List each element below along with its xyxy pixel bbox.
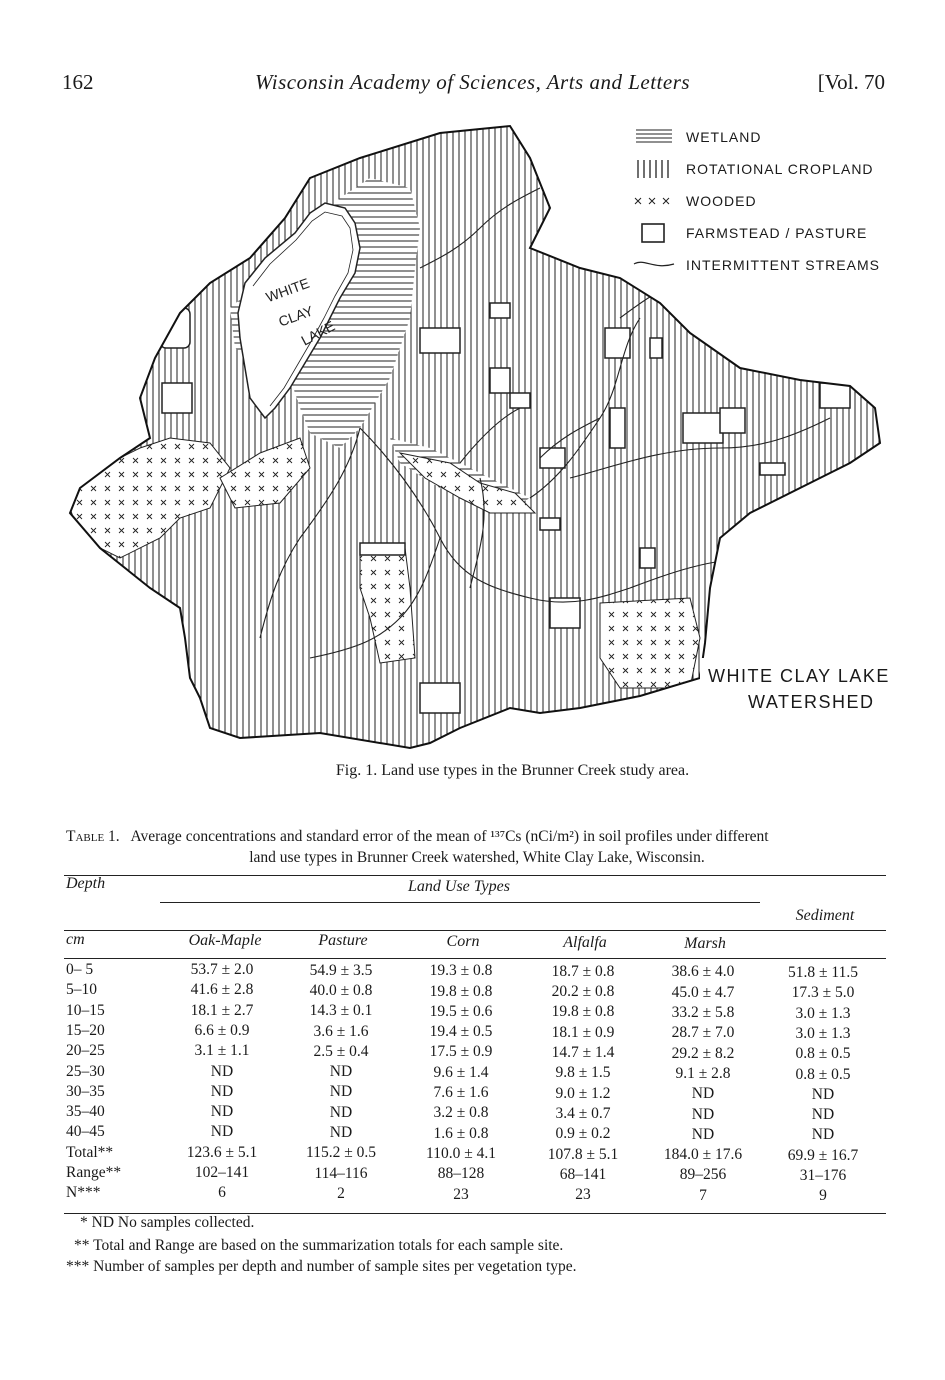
stub-header-unit: cm [66, 931, 85, 948]
table-cell: ND [329, 1103, 353, 1121]
volume-label: [Vol. 70 [817, 70, 885, 94]
row-label: 5–10 [66, 981, 97, 999]
table-caption-continued: land use types in Brunner Creek watershed, White Clay Lake, Wisconsin. [249, 849, 705, 866]
table-cell: 19.4 ± 0.5 [429, 1023, 493, 1041]
table-cell: 29.2 ± 8.2 [671, 1044, 735, 1062]
legend-item-streams [632, 254, 892, 276]
table-cell: 123.6 ± 5.1 [186, 1143, 258, 1161]
header-bottom-rule [64, 958, 886, 959]
footnote: * ND No samples collected. [80, 1214, 255, 1231]
table-cell: 88–128 [437, 1165, 485, 1183]
table-cell: 115.2 ± 0.5 [306, 1144, 376, 1162]
table-cell: ND [811, 1126, 835, 1144]
table-cell: 2 [337, 1184, 345, 1202]
figure-caption: Fig. 1. Land use types in the Brunner Creek study area. [335, 762, 690, 779]
legend-label: ROTATIONAL CROPLAND [686, 161, 874, 177]
table-cell: 9 [819, 1187, 827, 1205]
column-header: Oak-Maple [188, 932, 262, 949]
table-cell: 0.8 ± 0.5 [795, 1065, 851, 1083]
table-cell: ND [210, 1082, 234, 1100]
table-cell: ND [329, 1063, 353, 1081]
legend-item-wetland [632, 126, 892, 148]
stub-header-depth: Depth [66, 875, 106, 892]
table-cell: ND [811, 1085, 835, 1103]
stream-line-icon [632, 254, 676, 276]
column-header-rule [64, 930, 886, 931]
legend-label: INTERMITTENT STREAMS [686, 257, 880, 273]
group-header: Land Use Types [408, 878, 510, 895]
lake-label-white: WHITE [263, 274, 312, 306]
table-cell: 6 [218, 1184, 226, 1202]
table-cell: 3.4 ± 0.7 [555, 1104, 611, 1122]
cropland-bars-icon [632, 158, 676, 180]
table-cell: 68–141 [559, 1165, 607, 1183]
table-cell: 18.1 ± 0.9 [551, 1023, 615, 1041]
table-cell: 23 [453, 1185, 469, 1203]
table-cell: ND [329, 1124, 353, 1141]
table-cell: 14.7 ± 1.4 [551, 1044, 615, 1061]
table-cell: 38.6 ± 4.0 [671, 963, 735, 981]
table-cell: ND [691, 1125, 715, 1143]
table-cell: 31–176 [799, 1167, 847, 1184]
watershed-map [60, 118, 890, 758]
table-cell: 9.6 ± 1.4 [433, 1063, 489, 1081]
row-label: 40–45 [66, 1123, 105, 1141]
row-label: 15–20 [66, 1021, 105, 1039]
table-cell: 107.8 ± 5.1 [547, 1145, 619, 1163]
table-cell: 3.1 ± 1.1 [194, 1042, 250, 1060]
table-cell: 41.6 ± 2.8 [190, 981, 254, 999]
table-cell: ND [210, 1103, 234, 1121]
farmstead-square-icon [632, 222, 676, 244]
table-cell: 110.0 ± 4.1 [426, 1144, 496, 1162]
lake-label-lake: LAKE [298, 317, 338, 349]
table-cell: 9.0 ± 1.2 [555, 1084, 611, 1102]
table-cell: ND [691, 1105, 715, 1123]
legend-label: WOODED [686, 193, 757, 209]
table-cell: 1.6 ± 0.8 [433, 1124, 489, 1142]
table-cell: 114–116 [314, 1164, 368, 1182]
table-cell: 102–141 [194, 1164, 250, 1181]
table-cell: 23 [575, 1186, 591, 1204]
page-number: 162 [62, 70, 94, 94]
row-label: 10–15 [66, 1001, 105, 1019]
column-header: Marsh [684, 935, 726, 952]
table-cell: 6.6 ± 0.9 [194, 1021, 250, 1039]
table-cell: 17.3 ± 5.0 [791, 984, 855, 1002]
group-header-rule [160, 902, 760, 903]
table-cell: 19.8 ± 0.8 [429, 982, 493, 1000]
legend-label: WETLAND [686, 129, 762, 145]
table-cell: 69.9 ± 16.7 [787, 1146, 859, 1164]
table-cell: ND [811, 1106, 835, 1124]
row-label: 25–30 [66, 1062, 105, 1080]
wooded-x-icon [632, 190, 676, 212]
legend-item-wooded [632, 190, 892, 212]
table-cell: ND [691, 1085, 715, 1103]
table-cell: 3.0 ± 1.3 [795, 1004, 851, 1022]
table-cell: 9.8 ± 1.5 [555, 1064, 611, 1082]
table-cell: 53.7 ± 2.0 [190, 961, 254, 978]
table-cell: ND [329, 1083, 353, 1101]
watershed-label-line2: WATERSHED [748, 692, 875, 712]
column-header: Alfalfa [563, 934, 607, 951]
table-cell: 18.1 ± 2.7 [190, 1001, 254, 1019]
table-cell: ND [210, 1062, 234, 1080]
table-cell: 20.2 ± 0.8 [551, 983, 615, 1001]
table-cell: 19.5 ± 0.6 [429, 1002, 493, 1020]
table-cell: 0.8 ± 0.5 [795, 1045, 851, 1063]
table-cell: 9.1 ± 2.8 [675, 1064, 731, 1082]
table-cell: 7.6 ± 1.6 [433, 1084, 489, 1101]
table-cell: 19.8 ± 0.8 [551, 1003, 615, 1021]
table-cell: 33.2 ± 5.8 [671, 1004, 735, 1021]
table-caption-main: Average concentrations and standard error of the mean of ¹³⁷Cs (nCi/m²) in soil profiles under different [130, 828, 769, 845]
watershed-label-line1: WHITE CLAY LAKE [708, 666, 890, 686]
table-cell: 28.7 ± 7.0 [671, 1024, 735, 1042]
row-label: Range** [66, 1164, 122, 1181]
footnote: *** Number of samples per depth and number of sample sites per vegetation type. [66, 1258, 577, 1275]
table-cell: 184.0 ± 17.6 [663, 1146, 743, 1164]
row-label: N*** [66, 1184, 101, 1202]
table-cell: 0.9 ± 0.2 [555, 1125, 611, 1143]
column-header: Corn [446, 933, 480, 950]
row-label: 30–35 [66, 1082, 105, 1100]
table-cell: 19.3 ± 0.8 [429, 962, 493, 980]
table-cell: 40.0 ± 0.8 [309, 981, 373, 999]
wetland-hatch-icon [632, 126, 676, 148]
table-cell: 7 [699, 1186, 707, 1204]
legend-item-cropland [632, 158, 892, 180]
table-cell: 89–256 [679, 1166, 727, 1184]
table-cell: 17.5 ± 0.9 [429, 1043, 493, 1061]
journal-title: Wisconsin Academy of Sciences, Arts and Letters [254, 70, 691, 94]
legend-item-farmstead [632, 222, 892, 244]
row-label: Total** [66, 1143, 114, 1161]
table-cell: 18.7 ± 0.8 [551, 962, 615, 980]
table-caption [66, 826, 888, 868]
table-cell: 14.3 ± 0.1 [309, 1002, 373, 1020]
table-cell: 51.8 ± 11.5 [788, 964, 858, 981]
row-label: 35–40 [66, 1103, 105, 1121]
table-cell: 3.6 ± 1.6 [313, 1022, 369, 1040]
lake-label-clay: CLAY [276, 302, 316, 330]
column-header: Sediment [795, 907, 855, 924]
row-label: 20–25 [66, 1042, 105, 1060]
table-cell: 2.5 ± 0.4 [313, 1042, 369, 1060]
row-label: 0– 5 [66, 961, 94, 978]
table-cell: 45.0 ± 4.7 [671, 983, 735, 1001]
table-label: Table 1. [66, 828, 120, 845]
table-cell: 3.2 ± 0.8 [433, 1104, 489, 1122]
table-cell: 54.9 ± 3.5 [309, 961, 373, 979]
table-cell: 3.0 ± 1.3 [795, 1024, 851, 1042]
table-cell: ND [210, 1123, 234, 1141]
table-top-rule [64, 875, 886, 876]
legend-label: FARMSTEAD / PASTURE [686, 225, 868, 241]
footnote: ** Total and Range are based on the summarization totals for each sample site. [74, 1237, 564, 1254]
column-header: Pasture [318, 932, 368, 949]
